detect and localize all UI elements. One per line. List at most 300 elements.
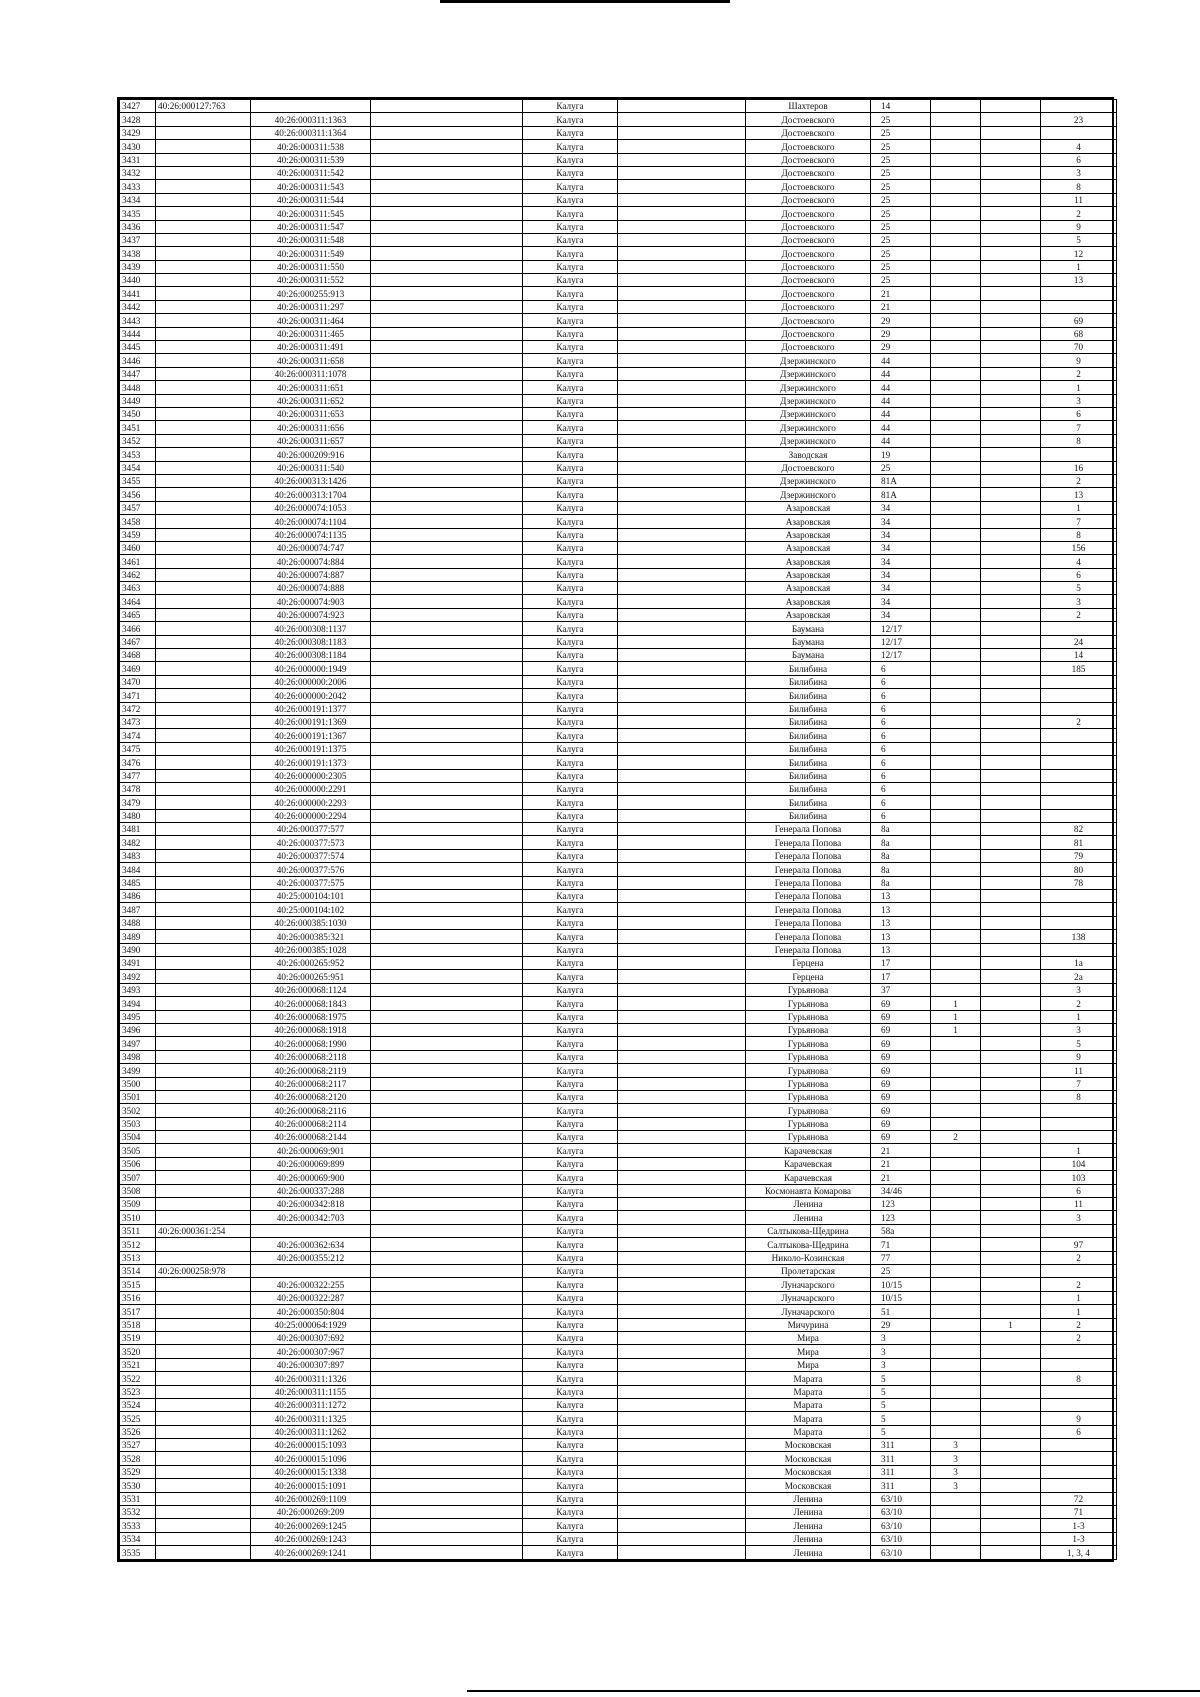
structure-cell (981, 260, 1041, 273)
cadastral-number-building (156, 247, 251, 260)
street-cell: Билибина (746, 769, 871, 782)
apartment-cell: 1-3 (1041, 1532, 1117, 1545)
table-row (120, 260, 1117, 273)
building-cell (931, 1398, 981, 1411)
city-cell: Калуга (523, 1278, 618, 1291)
empty-cell (618, 983, 746, 996)
cadastral-number-building: 40:26:000258:978 (156, 1264, 251, 1277)
cadastral-number-building (156, 1131, 251, 1144)
structure-cell (981, 796, 1041, 809)
empty-cell (371, 635, 523, 648)
street-cell: Билибина (746, 675, 871, 688)
house-number-cell: 3 (871, 1331, 931, 1344)
structure-cell (981, 1171, 1041, 1184)
cadastral-number-premises: 40:26:000311:652 (251, 394, 371, 407)
cadastral-number-building (156, 756, 251, 769)
empty-cell (618, 394, 746, 407)
building-cell (931, 394, 981, 407)
apartment-cell (1041, 890, 1117, 903)
empty-cell (371, 1291, 523, 1304)
cadastral-number-premises: 40:26:000355:212 (251, 1251, 371, 1264)
building-cell: 1 (931, 1010, 981, 1023)
city-cell: Калуга (523, 394, 618, 407)
cadastral-number-premises: 40:26:000000:2293 (251, 796, 371, 809)
city-cell: Калуга (523, 568, 618, 581)
house-number-cell: 25 (871, 461, 931, 474)
table-row (120, 1546, 1117, 1559)
empty-cell (371, 1171, 523, 1184)
street-cell: Азаровская (746, 568, 871, 581)
row-number: 3480 (120, 809, 156, 822)
structure-cell (981, 1184, 1041, 1197)
apartment-cell: 1 (1041, 501, 1117, 514)
row-number: 3501 (120, 1090, 156, 1103)
cadastral-number-building (156, 274, 251, 287)
empty-cell (618, 1010, 746, 1023)
street-cell: Билибина (746, 715, 871, 728)
row-number: 3523 (120, 1385, 156, 1398)
table-row (120, 287, 1117, 300)
empty-cell (371, 796, 523, 809)
city-cell: Калуга (523, 943, 618, 956)
row-number: 3461 (120, 555, 156, 568)
cadastral-number-premises: 40:26:000385:1030 (251, 916, 371, 929)
empty-cell (371, 957, 523, 970)
cadastral-number-building (156, 997, 251, 1010)
row-number: 3446 (120, 354, 156, 367)
empty-cell (371, 649, 523, 662)
city-cell: Калуга (523, 916, 618, 929)
row-number: 3440 (120, 274, 156, 287)
apartment-cell: 6 (1041, 1425, 1117, 1438)
row-number: 3499 (120, 1064, 156, 1077)
city-cell: Калуга (523, 1037, 618, 1050)
empty-cell (371, 983, 523, 996)
apartment-cell: 2 (1041, 367, 1117, 380)
building-cell (931, 153, 981, 166)
row-number: 3471 (120, 689, 156, 702)
street-cell: Гурьянова (746, 1090, 871, 1103)
cadastral-number-premises: 40:26:000311:545 (251, 207, 371, 220)
house-number-cell: 34 (871, 608, 931, 621)
structure-cell (981, 1372, 1041, 1385)
structure-cell (981, 756, 1041, 769)
structure-cell (981, 1492, 1041, 1505)
empty-cell (371, 568, 523, 581)
house-number-cell: 3 (871, 1345, 931, 1358)
apartment-cell: 2 (1041, 474, 1117, 487)
table-row (120, 649, 1117, 662)
empty-cell (371, 1211, 523, 1224)
empty-cell (618, 1425, 746, 1438)
apartment-cell: 6 (1041, 407, 1117, 420)
table-row (120, 983, 1117, 996)
apartment-cell (1041, 622, 1117, 635)
building-cell (931, 113, 981, 126)
street-cell: Дзержинского (746, 394, 871, 407)
house-number-cell: 6 (871, 729, 931, 742)
building-cell (931, 970, 981, 983)
structure-cell (981, 515, 1041, 528)
house-number-cell: 21 (871, 287, 931, 300)
empty-cell (371, 916, 523, 929)
cadastral-number-premises: 40:26:000311:538 (251, 140, 371, 153)
building-cell: 3 (931, 1479, 981, 1492)
house-number-cell: 34/46 (871, 1184, 931, 1197)
cadastral-number-premises: 40:26:000068:2118 (251, 1050, 371, 1063)
house-number-cell: 13 (871, 916, 931, 929)
building-cell (931, 300, 981, 313)
empty-cell (371, 528, 523, 541)
row-number: 3525 (120, 1412, 156, 1425)
table-row (120, 461, 1117, 474)
row-number: 3457 (120, 501, 156, 514)
structure-cell (981, 983, 1041, 996)
cadastral-number-premises: 40:26:000311:1364 (251, 126, 371, 139)
city-cell: Калуга (523, 849, 618, 862)
cadastral-number-building (156, 1546, 251, 1559)
empty-cell (618, 541, 746, 554)
cadastral-number-premises: 40:26:000269:1243 (251, 1532, 371, 1545)
structure-cell (981, 1211, 1041, 1224)
street-cell: Генерала Попова (746, 943, 871, 956)
table-row (120, 1144, 1117, 1157)
apartment-cell: 11 (1041, 1064, 1117, 1077)
city-cell: Калуга (523, 207, 618, 220)
cadastral-number-premises: 40:26:000311:540 (251, 461, 371, 474)
cadastral-number-building (156, 1345, 251, 1358)
structure-cell (981, 448, 1041, 461)
empty-cell (371, 622, 523, 635)
empty-cell (618, 1506, 746, 1519)
empty-cell (371, 1398, 523, 1411)
building-cell: 3 (931, 1465, 981, 1478)
cadastral-number-premises: 40:26:000015:1091 (251, 1479, 371, 1492)
structure-cell (981, 1305, 1041, 1318)
table-row (120, 1492, 1117, 1505)
house-number-cell: 29 (871, 1318, 931, 1331)
empty-cell (371, 501, 523, 514)
building-cell (931, 448, 981, 461)
cadastral-number-premises: 40:25:000104:102 (251, 903, 371, 916)
apartment-cell: 7 (1041, 421, 1117, 434)
structure-cell (981, 1331, 1041, 1344)
empty-cell (371, 1412, 523, 1425)
cadastral-number-building (156, 796, 251, 809)
empty-cell (618, 1198, 746, 1211)
empty-cell (618, 1479, 746, 1492)
structure-cell (981, 715, 1041, 728)
empty-cell (618, 1104, 746, 1117)
cadastral-number-building (156, 461, 251, 474)
table-row (120, 394, 1117, 407)
row-number: 3454 (120, 461, 156, 474)
building-cell (931, 608, 981, 621)
cadastral-number-building (156, 1104, 251, 1117)
row-number: 3433 (120, 180, 156, 193)
street-cell: Азаровская (746, 528, 871, 541)
building-cell (931, 823, 981, 836)
apartment-cell: 1 (1041, 1305, 1117, 1318)
city-cell: Калуга (523, 1492, 618, 1505)
cadastral-number-building (156, 555, 251, 568)
structure-cell (981, 582, 1041, 595)
table-row (120, 421, 1117, 434)
empty-cell (371, 381, 523, 394)
cadastral-number-premises: 40:26:000308:1137 (251, 622, 371, 635)
apartment-cell: 3 (1041, 166, 1117, 179)
cadastral-number-premises: 40:26:000311:548 (251, 233, 371, 246)
apartment-cell: 1 (1041, 1010, 1117, 1023)
street-cell: Московская (746, 1465, 871, 1478)
apartment-cell: 5 (1041, 233, 1117, 246)
structure-cell (981, 876, 1041, 889)
row-number: 3508 (120, 1184, 156, 1197)
building-cell (931, 1104, 981, 1117)
house-number-cell: 25 (871, 247, 931, 260)
apartment-cell: 5 (1041, 582, 1117, 595)
empty-cell (618, 943, 746, 956)
apartment-cell (1041, 300, 1117, 313)
structure-cell (981, 247, 1041, 260)
structure-cell (981, 1345, 1041, 1358)
city-cell: Калуга (523, 890, 618, 903)
row-number: 3448 (120, 381, 156, 394)
cadastral-number-premises: 40:26:000342:703 (251, 1211, 371, 1224)
empty-cell (618, 1117, 746, 1130)
table-row (120, 622, 1117, 635)
apartment-cell: 1 (1041, 1144, 1117, 1157)
row-number: 3498 (120, 1050, 156, 1063)
building-cell (931, 193, 981, 206)
street-cell: Достоевского (746, 220, 871, 233)
table-row (120, 997, 1117, 1010)
structure-cell: 1 (981, 1318, 1041, 1331)
cadastral-number-premises: 40:26:000311:465 (251, 327, 371, 340)
building-cell (931, 689, 981, 702)
empty-cell (618, 782, 746, 795)
cadastral-number-building (156, 1238, 251, 1251)
cadastral-number-building (156, 1465, 251, 1478)
row-number: 3488 (120, 916, 156, 929)
house-number-cell: 6 (871, 782, 931, 795)
building-cell (931, 983, 981, 996)
city-cell: Калуга (523, 515, 618, 528)
house-number-cell: 8а (871, 863, 931, 876)
structure-cell (981, 367, 1041, 380)
cadastral-number-premises: 40:26:000191:1373 (251, 756, 371, 769)
city-cell: Калуга (523, 622, 618, 635)
street-cell: Азаровская (746, 501, 871, 514)
building-cell (931, 100, 981, 113)
house-number-cell: 69 (871, 1037, 931, 1050)
apartment-cell: 1а (1041, 957, 1117, 970)
empty-cell (618, 274, 746, 287)
empty-cell (371, 1465, 523, 1478)
street-cell: Азаровская (746, 595, 871, 608)
cadastral-number-building (156, 715, 251, 728)
structure-cell (981, 742, 1041, 755)
row-number: 3458 (120, 515, 156, 528)
apartment-cell: 14 (1041, 649, 1117, 662)
cadastral-number-building: 40:26:000361:254 (156, 1224, 251, 1237)
building-cell (931, 247, 981, 260)
empty-cell (371, 1492, 523, 1505)
house-number-cell: 25 (871, 233, 931, 246)
apartment-cell: 70 (1041, 341, 1117, 354)
cadastral-number-premises: 40:26:000385:321 (251, 930, 371, 943)
house-number-cell: 25 (871, 193, 931, 206)
empty-cell (371, 742, 523, 755)
house-number-cell: 12/17 (871, 649, 931, 662)
row-number: 3524 (120, 1398, 156, 1411)
building-cell: 3 (931, 1452, 981, 1465)
house-number-cell: 12/17 (871, 635, 931, 648)
structure-cell (981, 488, 1041, 501)
city-cell: Калуга (523, 1050, 618, 1063)
row-number: 3494 (120, 997, 156, 1010)
row-number: 3502 (120, 1104, 156, 1117)
table-row (120, 100, 1117, 113)
structure-cell (981, 1264, 1041, 1277)
apartment-cell (1041, 742, 1117, 755)
structure-cell (981, 1465, 1041, 1478)
cadastral-number-building (156, 434, 251, 447)
cadastral-number-building (156, 849, 251, 862)
cadastral-number-premises: 40:26:000377:574 (251, 849, 371, 862)
structure-cell (981, 381, 1041, 394)
row-number: 3462 (120, 568, 156, 581)
empty-cell (618, 1372, 746, 1385)
empty-cell (618, 1305, 746, 1318)
table-row (120, 1238, 1117, 1251)
cadastral-number-premises: 40:26:000311:653 (251, 407, 371, 420)
city-cell: Калуга (523, 983, 618, 996)
cadastral-number-premises: 40:26:000307:692 (251, 1331, 371, 1344)
cadastral-number-building (156, 341, 251, 354)
row-number: 3434 (120, 193, 156, 206)
city-cell: Калуга (523, 930, 618, 943)
city-cell: Калуга (523, 1010, 618, 1023)
city-cell: Калуга (523, 1104, 618, 1117)
building-cell (931, 1345, 981, 1358)
table-row (120, 434, 1117, 447)
structure-cell (981, 434, 1041, 447)
table-row (120, 957, 1117, 970)
table-row (120, 782, 1117, 795)
house-number-cell: 6 (871, 715, 931, 728)
city-cell: Калуга (523, 461, 618, 474)
row-number: 3489 (120, 930, 156, 943)
empty-cell (618, 1238, 746, 1251)
cadastral-number-building (156, 1492, 251, 1505)
row-number: 3449 (120, 394, 156, 407)
table-row (120, 1211, 1117, 1224)
empty-cell (618, 957, 746, 970)
empty-cell (618, 568, 746, 581)
row-number: 3529 (120, 1465, 156, 1478)
street-cell: Гурьянова (746, 1050, 871, 1063)
street-cell: Дзержинского (746, 434, 871, 447)
building-cell (931, 702, 981, 715)
house-number-cell: 71 (871, 1238, 931, 1251)
cadastral-number-building (156, 1412, 251, 1425)
apartment-cell: 12 (1041, 247, 1117, 260)
empty-cell (618, 287, 746, 300)
table-row (120, 1318, 1117, 1331)
empty-cell (371, 407, 523, 420)
building-cell (931, 1157, 981, 1170)
cadastral-number-building (156, 367, 251, 380)
cadastral-number-premises: 40:26:000015:1338 (251, 1465, 371, 1478)
city-cell: Калуга (523, 702, 618, 715)
empty-cell (371, 461, 523, 474)
cadastral-number-premises: 40:26:000350:804 (251, 1305, 371, 1318)
street-cell: Достоевского (746, 153, 871, 166)
table-row (120, 113, 1117, 126)
apartment-cell: 97 (1041, 1238, 1117, 1251)
structure-cell (981, 662, 1041, 675)
street-cell: Генерала Попова (746, 863, 871, 876)
city-cell: Калуга (523, 260, 618, 273)
structure-cell (981, 274, 1041, 287)
street-cell: Дзержинского (746, 488, 871, 501)
building-cell (931, 1264, 981, 1277)
cadastral-number-premises: 40:26:000313:1704 (251, 488, 371, 501)
cadastral-number-premises: 40:26:000311:297 (251, 300, 371, 313)
city-cell: Калуга (523, 341, 618, 354)
table-row (120, 407, 1117, 420)
cadastral-number-premises: 40:26:000362:634 (251, 1238, 371, 1251)
cadastral-number-building (156, 1198, 251, 1211)
table-row (120, 715, 1117, 728)
structure-cell (981, 153, 1041, 166)
cadastral-number-premises: 40:26:000191:1369 (251, 715, 371, 728)
structure-cell (981, 930, 1041, 943)
street-cell: Генерала Попова (746, 916, 871, 929)
table-row (120, 314, 1117, 327)
empty-cell (618, 354, 746, 367)
city-cell: Калуга (523, 595, 618, 608)
city-cell: Калуга (523, 421, 618, 434)
empty-cell (618, 876, 746, 889)
cadastral-number-premises: 40:26:000068:2144 (251, 1131, 371, 1144)
row-number: 3463 (120, 582, 156, 595)
empty-cell (618, 689, 746, 702)
row-number: 3497 (120, 1037, 156, 1050)
structure-cell (981, 1439, 1041, 1452)
cadastral-number-building (156, 649, 251, 662)
house-number-cell: 8а (871, 836, 931, 849)
building-cell (931, 622, 981, 635)
empty-cell (371, 515, 523, 528)
table-row (120, 274, 1117, 287)
street-cell: Достоевского (746, 126, 871, 139)
empty-cell (618, 1439, 746, 1452)
apartment-cell: 1 (1041, 260, 1117, 273)
street-cell: Азаровская (746, 515, 871, 528)
city-cell: Калуга (523, 769, 618, 782)
building-cell (931, 903, 981, 916)
cadastral-number-premises: 40:26:000000:2305 (251, 769, 371, 782)
structure-cell (981, 180, 1041, 193)
empty-cell (371, 207, 523, 220)
row-number: 3455 (120, 474, 156, 487)
house-number-cell: 6 (871, 809, 931, 822)
empty-cell (371, 809, 523, 822)
street-cell: Азаровская (746, 608, 871, 621)
cadastral-number-premises: 40:26:000000:1949 (251, 662, 371, 675)
